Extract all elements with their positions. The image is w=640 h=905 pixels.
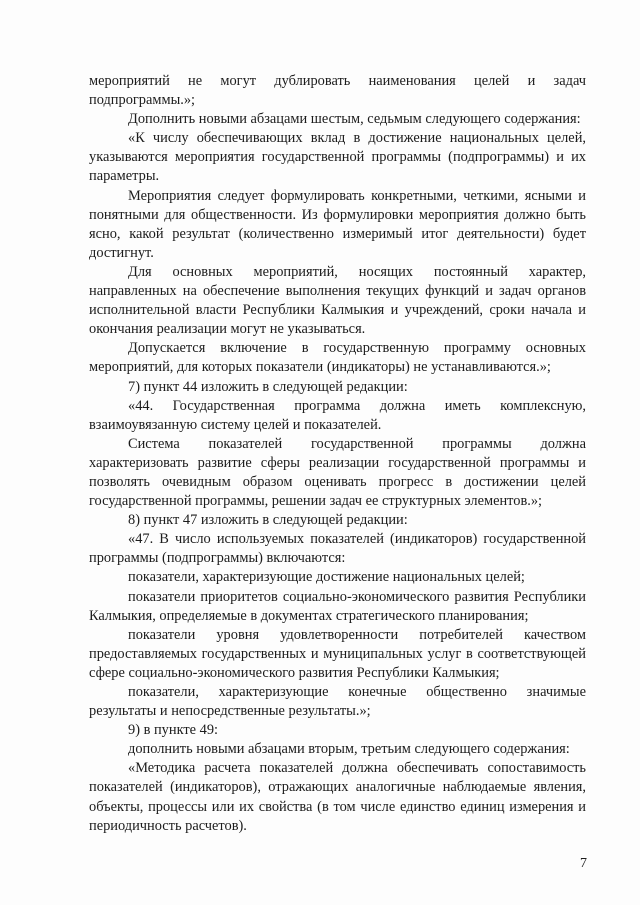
paragraph: дополнить новыми абзацами вторым, третьим следующего содержания: <box>128 741 570 758</box>
paragraph: «44. Государственная программа должна иметь комплексную, взаимоувязанную систему целей и показателей. <box>89 397 586 433</box>
paragraph: Мероприятия следует формулировать конкретными, четкими, ясными и понятными для общественности. Из формулировки мероприятия должно быть ясно, какой результат (количественно измеримый итог деятельности) будет достигнут. <box>89 187 586 261</box>
paragraph: 8) пункт 47 изложить в следующей редакции: <box>128 512 408 529</box>
paragraph: показатели, характеризующие конечные общественно значимые результаты и непосредственные результаты.»; <box>89 684 586 720</box>
paragraph: показатели уровня удовлетворенности потребителей качеством предоставляемых государственных и муниципальных услуг в соответствующей сфере социально-экономического развития Республики Калмыкия; <box>89 626 586 681</box>
page-number: 7 <box>580 856 587 871</box>
paragraph: «Методика расчета показателей должна обеспечивать сопоставимость показателей (индикаторов), отражающих аналогичные наблюдаемые явления, объекты, процессы или их свойства (в том числе единство единиц измерения и периодичность расчетов). <box>89 760 586 834</box>
paragraph: Для основных мероприятий, носящих постоянный характер, направленных на обеспечение выполнения текущих функций и задач органов исполнительной власти Республики Калмыкия и учреждений, сроки начала и окончания реализации могут не указываться. <box>89 263 586 338</box>
paragraph: Допускается включение в государственную программу основных мероприятий, для которых показатели (индикаторы) не устанавливаются.»; <box>89 340 586 376</box>
paragraph: 7) пункт 44 изложить в следующей редакции: <box>128 378 408 395</box>
paragraph: мероприятий не могут дублировать наименования целей и задач подпрограммы.»; <box>89 73 586 109</box>
paragraph: «47. В число используемых показателей (индикаторов) государственной программы (подпрограммы) включаются: <box>89 531 586 567</box>
document-body <box>89 72 586 836</box>
paragraph: «К числу обеспечивающих вклад в достижение национальных целей, указываются мероприятия государственной программы (подпрограммы) и их параметры. <box>89 130 586 185</box>
paragraph: Дополнить новыми абзацами шестым, седьмым следующего содержания: <box>128 111 581 128</box>
paragraph: Система показателей государственной программы должна характеризовать развитие сферы реализации государственной программы и позволять очевидным образом оценивать прогресс в достижении целей государственной программы, решении задач ее структурных элементов.»; <box>89 435 586 510</box>
paragraph: показатели, характеризующие достижение национальных целей; <box>128 569 525 586</box>
paragraph: показатели приоритетов социально-экономического развития Республики Калмыкия, определяемые в документах стратегического планирования; <box>89 588 586 624</box>
paragraph: 9) в пункте 49: <box>128 722 219 739</box>
